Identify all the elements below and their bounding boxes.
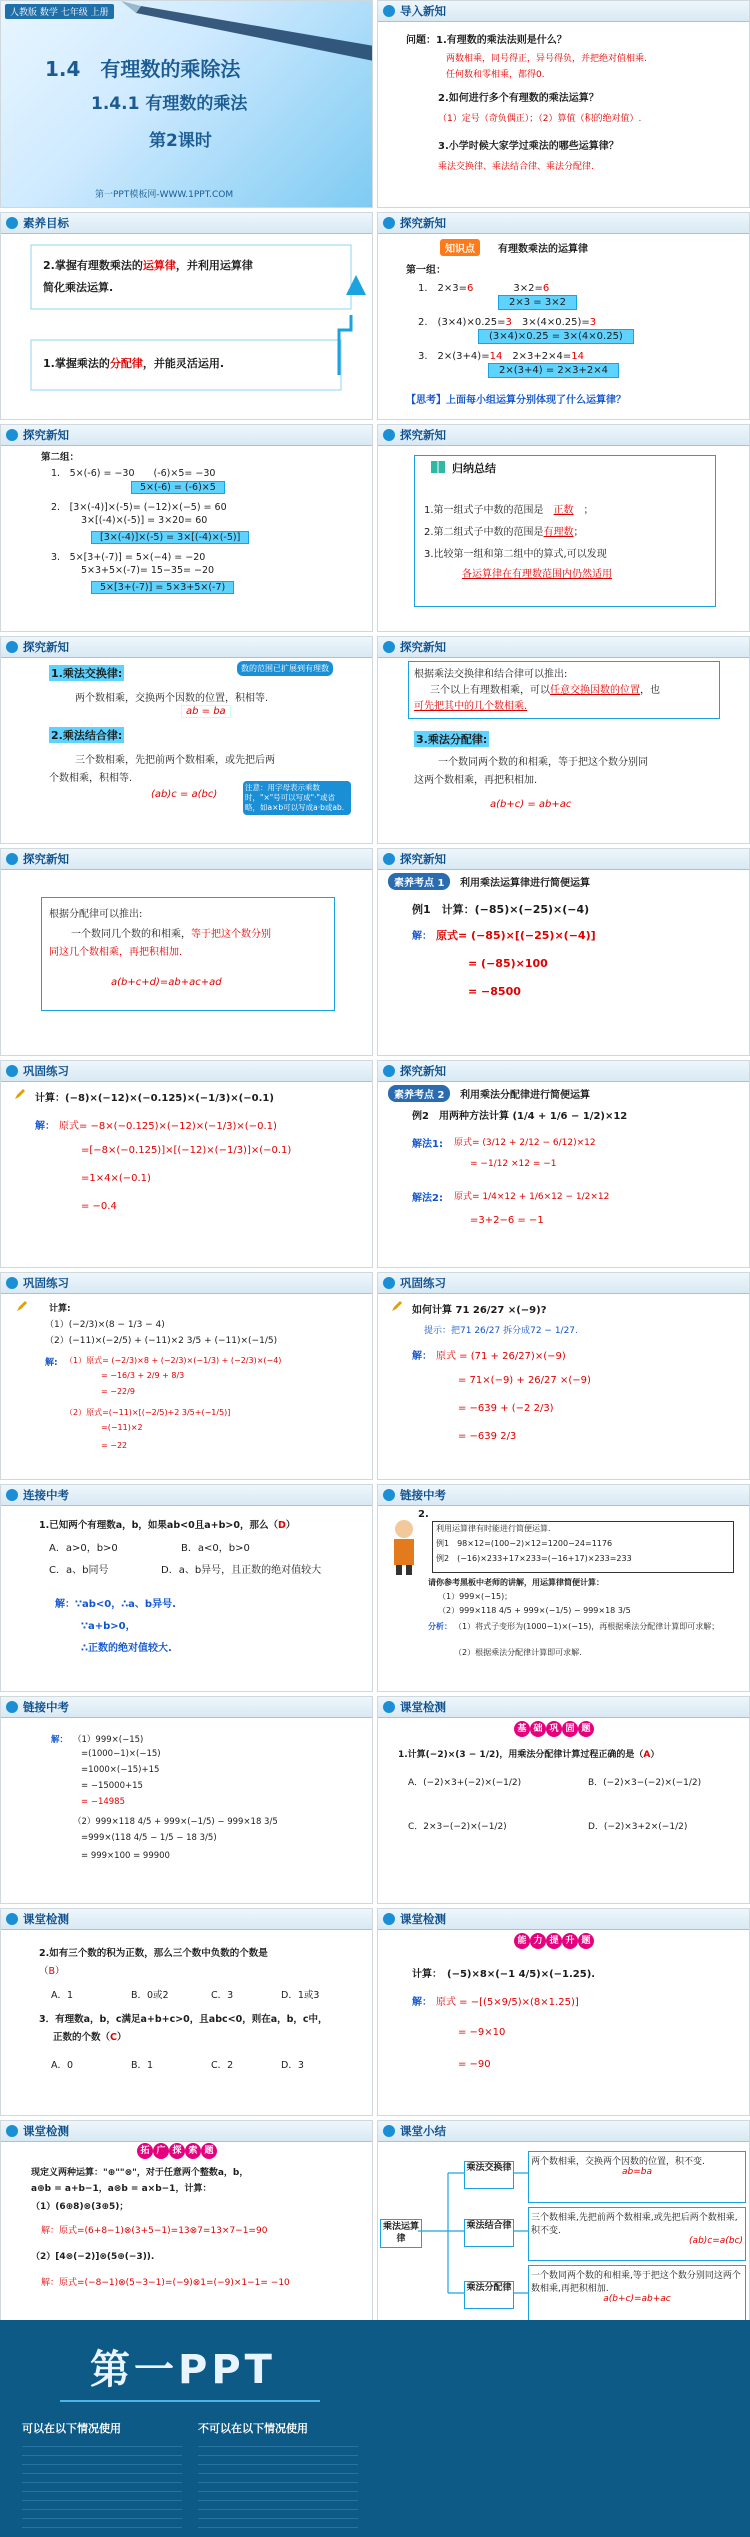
line-4: = −15000+15: [81, 1781, 143, 1791]
q2-option-b: B．0或2: [131, 1990, 169, 2001]
detail-commutative: [528, 2151, 746, 2203]
detail-associative: [528, 2207, 746, 2261]
question-number: 2.: [418, 1509, 429, 1520]
slide-header: 课堂检测: [1, 2121, 372, 2142]
row-2-law: (3×4)×0.25 = 3×(4×0.25): [478, 329, 634, 344]
circle-icon: [5, 852, 19, 866]
detail-formula: ab=ba: [622, 2167, 652, 2177]
deduction-line-1: 根据乘法交换律和结合律可以推出:: [414, 669, 568, 680]
cover-title-3: 第2课时: [149, 131, 212, 151]
pencil-icon: [390, 1299, 404, 1313]
banner-char: 巩: [546, 1721, 562, 1737]
circle-icon: [5, 216, 19, 230]
solution-2-step-1: （2）原式=(−11)×[(−2/5)+2 3/5+(−1/5)]: [65, 1408, 231, 1417]
goal-2-line1: 2.掌握有理数乘法的运算律，并利用运算律: [43, 259, 253, 272]
circle-icon: [382, 852, 396, 866]
deduction-line-3: 可先把其中的几个数相乘.: [414, 701, 528, 712]
option-b: B．(−2)×3−(−2)×(−1/2): [588, 1778, 702, 1788]
slide-exam-2-solution: [0, 1696, 373, 1904]
detail-text: 两个数相乘，交换两个因数的位置，积不变.: [531, 2157, 705, 2167]
slide-header: 素养目标: [1, 213, 372, 234]
law-3-formula: a(b+c) = ab+ac: [490, 799, 572, 810]
footer-right-title: 不可以在以下情况使用: [198, 2422, 308, 2435]
pencil-icon: [15, 1299, 29, 1313]
slide-exam-1: [0, 1484, 373, 1692]
summary-line-3: 3.比较第一组和第二组中的算式,可以发现: [424, 549, 607, 560]
q3-option-c: C．2: [211, 2060, 234, 2071]
banner-char: 拓: [137, 2143, 153, 2159]
solution-line-1: 解：∵ab<0，∴a、b异号.: [55, 1599, 176, 1610]
slide-header: 课堂小结: [378, 2121, 749, 2142]
q2-option-d: D．1或3: [281, 1990, 320, 2001]
solution-step-2: = −9×10: [458, 2027, 506, 2038]
slide-header: 课堂检测: [378, 1697, 749, 1718]
exam-question: 1.已知两个有理数a，b，如果ab<0且a+b>0，那么（D）: [39, 1520, 296, 1531]
banner-char: 提: [546, 1933, 562, 1949]
footer-divider: [60, 2400, 320, 2402]
line-5: = −14985: [81, 1797, 125, 1807]
question-3: 3.小学时候大家学过乘法的哪些运算律？: [438, 141, 619, 152]
solution-1-step-1: （1）原式= (−2/3)×8 + (−2/3)×(−1/3) + (−2/3)×(−4): [65, 1356, 282, 1365]
check-question: 计算： (−5)×8×(−1 4/5)×(−1.25).: [412, 1969, 596, 1980]
deduction-line-2: 一个数同几个数的和相乘，等于把这个数分别: [71, 929, 271, 940]
solution-2: 解：原式=(−8−1)⊗(5−3−1)=(−9)⊗1=(−9)×1−1= −10: [41, 2278, 290, 2288]
law-1-text: 两个数相乘，交换两个因数的位置，积相等.: [75, 693, 269, 704]
line-2: =(1000−1)×(−15): [81, 1749, 161, 1759]
question-1: 问题：1.有理数的乘法法则是什么？: [406, 35, 567, 46]
solution-step-2: = 71×(−9) + 26/27 ×(−9): [458, 1375, 591, 1386]
solution-label: 解：: [412, 931, 432, 942]
sub-q1: （1）999×(−15)；: [438, 1592, 513, 1601]
slide-practice-1: [0, 1060, 373, 1268]
solution-step-3: = −639 + (−2 2/3): [458, 1403, 554, 1414]
slide-header: 探究新知: [378, 1061, 749, 1082]
circle-icon: [382, 1064, 396, 1078]
line-8: = 999×100 = 99900: [81, 1851, 170, 1861]
banner-char: 题: [578, 1721, 594, 1737]
pen-illustration: [121, 1, 373, 61]
law-2-heading: 2.乘法结合律:: [51, 729, 123, 742]
slide-header: 探究新知: [378, 213, 749, 234]
law-1: 5×(-6) = (-6)×5: [131, 481, 225, 494]
banner-char: 索: [185, 2143, 201, 2159]
q2-option-a: A．1: [51, 1990, 74, 2001]
topic-tag: 素养考点 1: [388, 873, 450, 890]
footer-banner: [0, 2320, 750, 2537]
solution-1-step-3: = −22/9: [101, 1387, 135, 1396]
footer-left-list: [22, 2438, 182, 2528]
circle-icon: [5, 1276, 19, 1290]
analysis-label: 分析：: [428, 1622, 452, 1631]
answer-1a: 两数相乘，同号得正，异号得负，并把绝对值相乘.: [446, 54, 647, 64]
circle-icon: [382, 1700, 396, 1714]
practice-q1: （1）(−2/3)×(8 − 1/3 − 4): [45, 1320, 165, 1330]
law-3-heading: 3.乘法分配律:: [416, 733, 488, 746]
summary-line-2: 2.第二组式子中数的范围是有理数；: [424, 527, 584, 538]
method-2-step-1: 原式= 1/4×12 + 1/6×12 − 1/2×12: [454, 1192, 610, 1202]
banner: [137, 2143, 217, 2159]
question-3-answer: 正数的个数（C）: [53, 2032, 127, 2043]
slide-goals: [0, 212, 373, 420]
option-b: B．a<0，b>0: [181, 1543, 250, 1554]
detail-formula: (ab)c=a(bc): [689, 2236, 743, 2246]
slide-header: 探究新知: [1, 637, 372, 658]
q3-option-d: D．3: [281, 2060, 304, 2071]
banner-char: 探: [169, 2143, 185, 2159]
practice-question: 计算：(−8)×(−12)×(−0.125)×(−1/3)×(−0.1): [35, 1093, 274, 1104]
line-3b: 5×3+5×(-7)= 15−35= −20: [81, 565, 215, 576]
line-2b: 3×[(-4)×(-5)] = 3×20= 60: [81, 515, 208, 526]
law-2: [3×(-4)]×(-5) = 3×[(-4)×(-5)]: [91, 531, 249, 544]
q3-option-b: B．1: [131, 2060, 154, 2071]
circle-icon: [5, 1700, 19, 1714]
option-a: A．(−2)×3+(−2)×(−1/2): [408, 1778, 522, 1788]
slide-summary-2: [377, 2120, 750, 2328]
solution-step-2: =[−8×(−0.125)]×[(−12)×(−1/3)]×(−0.1): [81, 1145, 292, 1156]
deduction-formula: a(b+c+d)=ab+ac+ad: [111, 977, 222, 988]
slide-header: 巩固练习: [1, 1273, 372, 1294]
line-1: 1. 5×(-6) = −30 (-6)×5= −30: [51, 468, 216, 479]
circle-icon: [5, 1064, 19, 1078]
check-question: 1.计算(−2)×(3 − 1/2)，用乘法分配律计算过程正确的是（A）: [398, 1750, 660, 1760]
teacher-illustration: [384, 1515, 424, 1575]
circle-icon: [5, 1488, 19, 1502]
banner-char: 力: [530, 1933, 546, 1949]
solution-2-step-3: = −22: [101, 1441, 128, 1450]
method-1-step-2: = −1/12 ×12 = −1: [470, 1159, 557, 1169]
solution-1-step-2: = −16/3 + 2/9 + 8/3: [101, 1371, 185, 1380]
detail-text: 三个数相乘,先把前两个数相乘,或先把后两个数相乘,积不变.: [531, 2213, 738, 2236]
slide-header: 课堂检测: [1, 1909, 372, 1930]
footer-logo: 第一PPT: [90, 2347, 276, 2393]
circle-icon: [382, 4, 396, 18]
banner-char: 题: [578, 1933, 594, 1949]
solution-label: 解：: [412, 1997, 432, 2008]
circle-icon: [382, 216, 396, 230]
circle-icon: [5, 2124, 19, 2138]
option-d: D．(−2)×3+2×(−1/2): [588, 1822, 688, 1832]
branch-distributive: 乘法分配律: [464, 2281, 514, 2309]
slide-intro: [377, 0, 750, 208]
solution-1: 解：原式=(6+8−1)⊗(3+5−1)=13⊗7=13×7−1=90: [41, 2226, 268, 2236]
circle-icon: [382, 1488, 396, 1502]
answer-1b: 任何数和零相乘，都得0.: [446, 70, 545, 80]
slide-check-4: [0, 2120, 373, 2328]
answer-3: 乘法交换律、乘法结合律、乘法分配律.: [438, 162, 594, 172]
think-prompt: 【思考】上面每小组运算分别体现了什么运算律？: [406, 395, 626, 406]
solution-line-3: ∴正数的绝对值较大.: [81, 1643, 172, 1654]
law-3: 5×[3+(-7)] = 5×3+5×(-7): [91, 581, 234, 594]
detail-text: 一个数同两个数的和相乘,等于把这个数分别同这两个数相乘,再把积相加.: [531, 2271, 741, 2294]
option-c: C．a、b同号: [49, 1565, 109, 1576]
deduction-line-3: 同这几个数相乘，再把积相加.: [49, 947, 183, 958]
law-1-formula: ab = ba: [181, 705, 231, 718]
topic-title: 利用乘法运算律进行简便运算: [460, 878, 590, 889]
summary-title: 归纳总结: [452, 462, 496, 475]
slide-header: 课堂检测: [378, 1909, 749, 1930]
knowledge-pill: 知识点: [440, 239, 480, 256]
solution-label: 解:: [45, 1358, 58, 1368]
answer-2: （1）定号（奇负偶正）；（2）算值（积的绝对值）.: [438, 114, 642, 124]
slide-header: 连接中考: [1, 1485, 372, 1506]
cover-site: 第一PPT模板网-WWW.1PPT.COM: [95, 190, 234, 200]
practice-question: 如何计算 71 26/27 ×(−9)?: [412, 1305, 547, 1316]
row-1-law: 2×3 = 3×2: [498, 295, 577, 310]
slide-distributive: [377, 636, 750, 844]
slide-check-1: [377, 1696, 750, 1904]
circle-icon: [5, 640, 19, 654]
method-2-step-2: =3+2−6 = −1: [470, 1215, 544, 1226]
definition-2: a⊕b = a+b−1，a⊗b = a×b−1，计算：: [31, 2184, 212, 2194]
circle-icon: [5, 1912, 19, 1926]
slide-header: 探究新知: [378, 849, 749, 870]
prompt: 请你参考黑板中老师的讲解，用运算律简便计算：: [428, 1578, 604, 1587]
slide-group-two: [0, 424, 373, 632]
question-2-answer: （B）: [39, 1966, 65, 1977]
line-2: 2. [3×(-4)]×(-5)= (−12)×(−5) = 60: [51, 502, 227, 513]
knowledge-title: 有理数乘法的运算律: [498, 244, 588, 255]
method-1-label: 解法1:: [412, 1139, 443, 1150]
question-3: 3．有理数a，b，c满足a+b+c>0，且abc<0，则在a，b，c中，: [39, 2014, 328, 2025]
line-1: （1）999×(−15): [73, 1735, 144, 1745]
slide-summary-1: [377, 424, 750, 632]
slide-check-3: [377, 1908, 750, 2116]
law-1-heading: 1.乘法交换律:: [51, 667, 123, 680]
slide-extended-distributive: [0, 848, 373, 1056]
circle-icon: [382, 1912, 396, 1926]
note-box: 注意：用字母表示乘数时，"×"号可以写成"·"或省略，如a×b可以写成a·b或ab.: [243, 781, 351, 815]
example-question: 例2 用两种方法计算 (1/4 + 1/6 − 1/2)×12: [412, 1111, 628, 1122]
row-3: 3. 2×(3+4)=14 2×3+2×4=14: [418, 351, 585, 362]
solution-label: 解：: [412, 1351, 432, 1362]
note-bubble: 数的范围已扩展到有理数: [237, 661, 333, 676]
slide-header: 探究新知: [378, 637, 749, 658]
solution-step-1: 原式 = −[(5×9/5)×(8×1.25)]: [436, 1997, 579, 2008]
banner-char: 础: [530, 1721, 546, 1737]
method-2-label: 解法2:: [412, 1193, 443, 1204]
analysis-2: （2）根据乘法分配律计算即可求解.: [454, 1648, 582, 1657]
banner-char: 题: [201, 2143, 217, 2159]
q3-option-a: A．0: [51, 2060, 74, 2071]
banner-char: 固: [562, 1721, 578, 1737]
topic-title: 利用乘法分配律进行简便运算: [460, 1090, 590, 1101]
slide-header: 链接中考: [378, 1485, 749, 1506]
solution-step-1: 原式= −8×(−0.125)×(−12)×(−1/3)×(−0.1): [59, 1121, 277, 1132]
deduction-line-2: 三个以上有理数相乘，可以任意交换因数的位置，也: [430, 685, 660, 696]
banner-char: 升: [562, 1933, 578, 1949]
group-label: 第二组：: [41, 452, 80, 463]
slide-practice-2: [0, 1272, 373, 1480]
blackboard-line-1: 利用运算律有时能进行简便运算.: [436, 1524, 551, 1533]
banner: [514, 1933, 594, 1949]
hint: 提示：把71 26/27 拆分成72 − 1/27.: [424, 1326, 578, 1336]
practice-q2: （2）(−11)×(−2/5) + (−11)×2 3/5 + (−11)×(−1/5): [45, 1336, 278, 1346]
detail-formula: a(b+c)=ab+ac: [603, 2294, 671, 2304]
goal-1: 1.掌握乘法的分配律，并能灵活运用.: [43, 357, 225, 370]
law-2-formula: (ab)c = a(bc): [151, 789, 218, 800]
topic-tag: 素养考点 2: [388, 1085, 450, 1102]
question-2: 2.如有三个数的积为正数，那么三个数中负数的个数是: [39, 1948, 268, 1959]
cover-title-2: 1.4.1 有理数的乘法: [91, 94, 248, 114]
option-c: C．2×3−(−2)×(−1/2): [408, 1822, 507, 1832]
banner-char: 能: [514, 1933, 530, 1949]
slide-header: 探究新知: [1, 425, 372, 446]
blackboard-line-3: 例2 (−16)×233+17×233=(−16+17)×233=233: [436, 1554, 632, 1563]
banner: [514, 1721, 594, 1737]
solution-step-3: = −8500: [468, 985, 521, 998]
definition-1: 现定义两种运算："⊕""⊗"，对于任意两个整数a，b，: [31, 2168, 249, 2178]
slide-header: 巩固练习: [378, 1273, 749, 1294]
line-6: （2）999×118 4/5 + 999×(−1/5) − 999×18 3/5: [73, 1817, 278, 1827]
slide-practice-3: [377, 1272, 750, 1480]
line-7: =999×(118 4/5 − 1/5 − 18 3/5): [81, 1833, 217, 1843]
blackboard-line-2: 例1 98×12=(100−2)×12=1200−24=1176: [436, 1539, 613, 1548]
row-2: 2. (3×4)×0.25=3 3×(4×0.25)=3: [418, 317, 597, 328]
deduction-line-1: 根据分配律可以推出:: [49, 909, 143, 920]
solution-step-3: = −90: [458, 2059, 491, 2070]
circle-icon: [382, 640, 396, 654]
sub-q1: （1）(6⊕8)⊗(3⊕5)；: [31, 2202, 129, 2212]
circle-icon: [5, 428, 19, 442]
slide-header: 探究新知: [378, 425, 749, 446]
option-a: A．a>0，b>0: [49, 1543, 118, 1554]
circle-icon: [382, 2124, 396, 2138]
solution-step-4: = −639 2/3: [458, 1431, 517, 1442]
edition-badge: 人教版 数学 七年级 上册: [5, 4, 114, 19]
slide-laws: [0, 636, 373, 844]
practice-prompt: 计算:: [49, 1304, 71, 1314]
law-2-text-b: 个数相乘，积相等.: [49, 773, 133, 784]
solution-step-1: 原式 = (71 + 26/27)×(−9): [436, 1351, 566, 1362]
option-d: D．a、b异号，且正数的绝对值较大: [161, 1565, 322, 1576]
slide-header: 导入新知: [378, 1, 749, 22]
group-label: 第一组：: [406, 265, 446, 276]
slide-knowledge-point: [377, 212, 750, 420]
slide-check-2: [0, 1908, 373, 2116]
slide-exam-2: [377, 1484, 750, 1692]
branch-associative: 乘法结合律: [464, 2219, 514, 2247]
branch-commutative: 乘法交换律: [464, 2161, 514, 2189]
solution-label: 解：: [35, 1121, 55, 1132]
law-3-text-a: 一个数同两个数的和相乘，等于把这个数分别同: [438, 757, 648, 768]
slide-cover: [0, 0, 373, 208]
cover-title-1: 1.4 有理数的乘除法: [45, 57, 241, 81]
example-question: 例1 计算：(−85)×(−25)×(−4): [412, 903, 590, 916]
solution-line-2: ∵a+b>0，: [81, 1621, 136, 1632]
analysis-1: （1）将式子变形为(1000−1)×(−15)，再根据乘法分配律计算即可求解；: [454, 1622, 720, 1631]
pencil-icon: [13, 1087, 27, 1101]
footer-right-list: [198, 2438, 358, 2528]
slide-example-1: [377, 848, 750, 1056]
solution-step-2: = (−85)×100: [468, 957, 548, 970]
banner-char: 广: [153, 2143, 169, 2159]
line-3: 3. 5×[3+(-7)] = 5×(−4) = −20: [51, 552, 206, 563]
banner-char: 基: [514, 1721, 530, 1737]
law-2-text-a: 三个数相乘，先把前两个数相乘，或先把后两: [75, 755, 275, 766]
slide-header: 巩固练习: [1, 1061, 372, 1082]
footer-left-title: 可以在以下情况使用: [22, 2422, 121, 2435]
slide-header: 链接中考: [1, 1697, 372, 1718]
solution-label: 解：: [51, 1735, 69, 1745]
sub-q2: （2）999×118 4/5 + 999×(−1/5) − 999×18 3/5: [438, 1606, 631, 1615]
book-icon: [430, 459, 446, 475]
solution-2-step-2: =(−11)×2: [101, 1423, 143, 1432]
circle-icon: [382, 428, 396, 442]
summary-line-1: 1.第一组式子中数的范围是 正数 ；: [424, 505, 594, 516]
question-2: 2.如何进行多个有理数的乘法运算？: [438, 93, 599, 104]
line-3: =1000×(−15)+15: [81, 1765, 160, 1775]
circle-icon: [382, 1276, 396, 1290]
method-1-step-1: 原式= (3/12 + 2/12 − 6/12)×12: [454, 1138, 596, 1148]
q2-option-c: C．3: [211, 1990, 234, 2001]
summary-line-3b: 各运算律在有理数范围内仍然适用: [462, 569, 612, 580]
row-1: 1. 2×3=6 3×2=6: [418, 283, 550, 294]
solution-step-3: =1×4×(−0.1): [81, 1173, 151, 1184]
solution-step-4: = −0.4: [81, 1201, 117, 1212]
solution-step-1: 原式= (−85)×[(−25)×(−4)]: [436, 929, 596, 942]
sub-q2: （2）[4⊗(−2)]⊗(5⊕(−3)).: [31, 2252, 155, 2262]
slide-example-2: [377, 1060, 750, 1268]
slide-header: 探究新知: [1, 849, 372, 870]
root-node: 乘法运算律: [380, 2219, 422, 2248]
law-3-text-b: 这两个数相乘，再把积相加.: [414, 775, 538, 786]
row-3-law: 2×(3+4) = 2×3+2×4: [488, 363, 619, 378]
detail-distributive: [528, 2265, 746, 2327]
goal-2-line2: 简化乘法运算.: [43, 281, 114, 294]
